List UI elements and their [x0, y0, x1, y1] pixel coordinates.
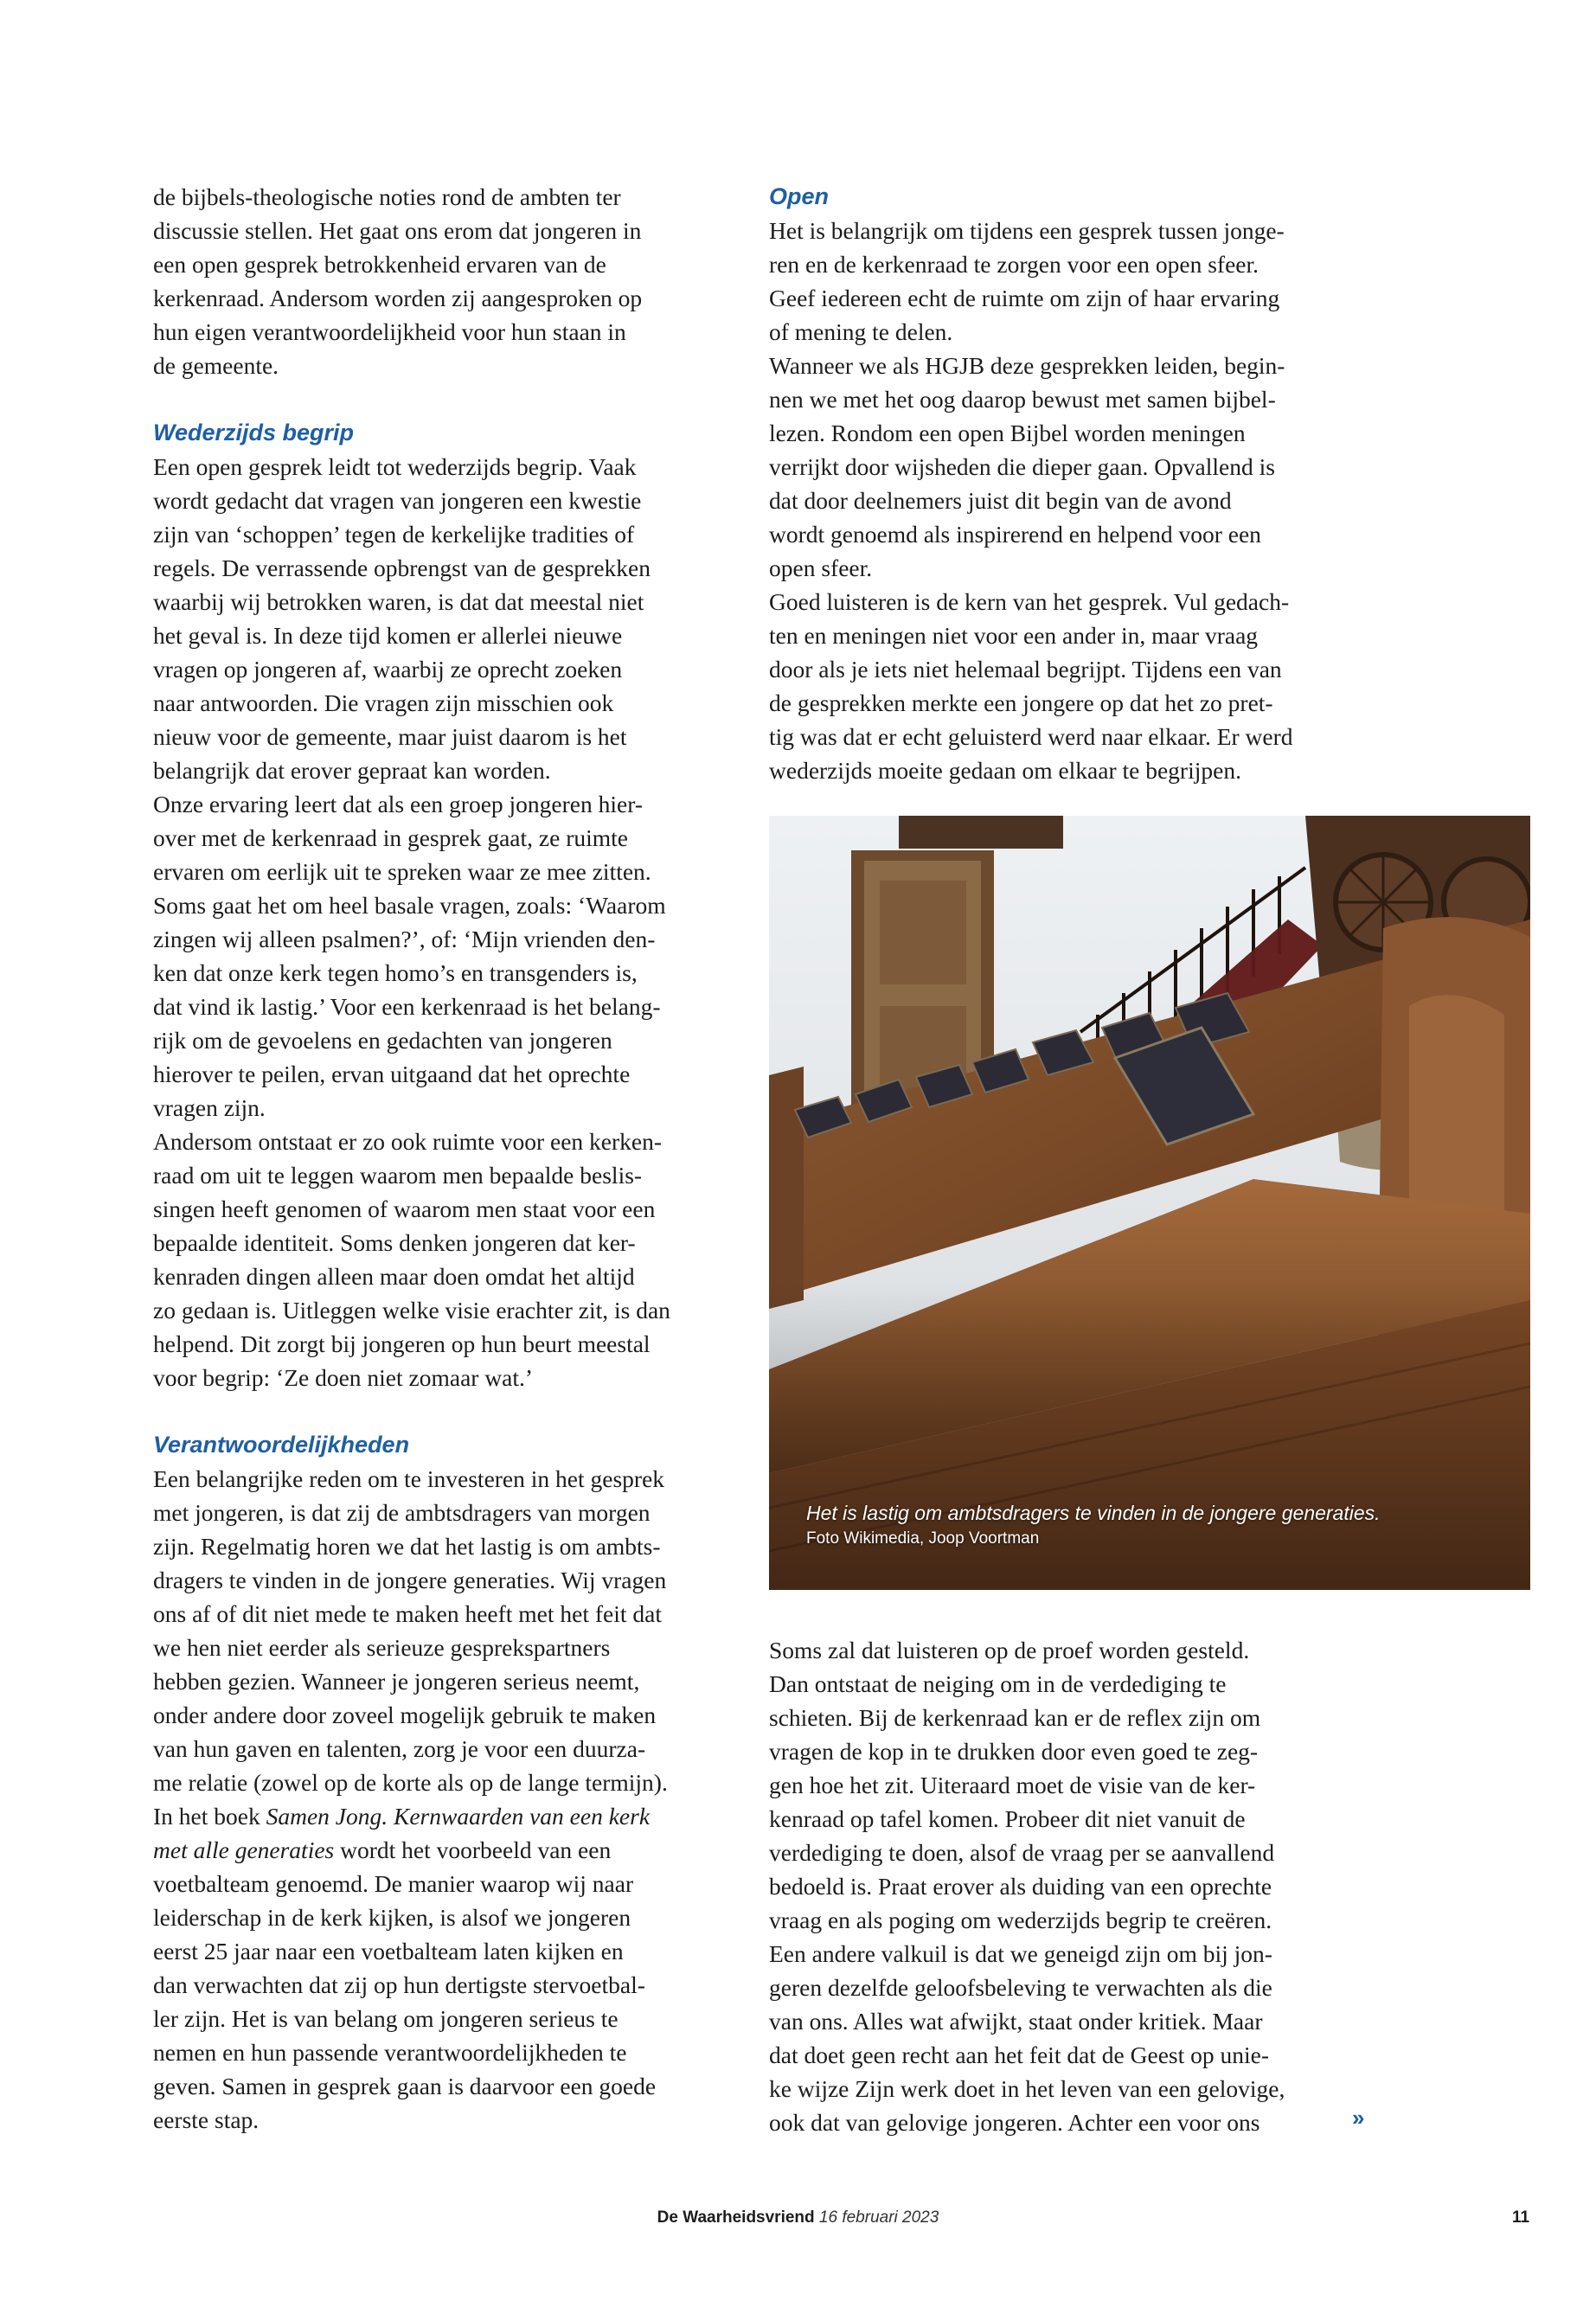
church-pews-photo	[769, 816, 1530, 1590]
right-column-continued	[769, 1633, 1347, 2139]
photo-credit: Foto Wikimedia, Joop Voortman	[806, 1529, 1040, 1548]
text-line: rijk om de gevoelens en gedachten van jongeren	[153, 1027, 612, 1054]
text-line: Goed luisteren is de kern van het gesprek. Vul gedach-	[769, 588, 1290, 615]
text-line: Het is belangrijk om tijdens een gesprek tussen jonge-	[769, 217, 1285, 244]
text-line: de gesprekken merkte een jongere op dat het zo pret-	[769, 689, 1273, 716]
text-line: regels. De verrassende opbrengst van de gesprekken	[153, 554, 651, 581]
photo-illustration	[769, 816, 1530, 1590]
text-line: door als je iets niet helemaal begrijpt. Tijdens een van	[769, 656, 1282, 683]
text-line: geren dezelfde geloofsbeleving te verwachten als die	[769, 1974, 1272, 2001]
text-line: helpend. Dit zorgt bij jongeren op hun beurt meestal	[153, 1330, 651, 1357]
paragraph	[769, 585, 1347, 787]
text-line: leiderschap in de kerk kijken, is alsof we jongeren	[153, 1904, 631, 1931]
text-line: dan verwachten dat zij op hun dertigste stervoetbal-	[153, 1971, 645, 1998]
text-line: waarbij wij betrokken waren, is dat dat meestal niet	[153, 588, 644, 615]
text-line: voetbalteam genoemd. De manier waarop wij naar	[153, 1870, 634, 1897]
text-line: Een open gesprek leidt tot wederzijds begrip. Vaak	[153, 453, 637, 480]
paragraph	[769, 1633, 1347, 2139]
text-line: zingen wij alleen psalmen?’, of: ‘Mijn vrienden den-	[153, 926, 656, 952]
text-line: kerkenraad. Andersom worden zij aangesproken op	[153, 285, 643, 311]
text-line: Soms gaat het om heel basale vragen, zoals: ‘Waarom	[153, 892, 666, 919]
text-line: ren en de kerkenraad te zorgen voor een open sfeer.	[769, 251, 1259, 278]
paragraph	[153, 450, 724, 787]
text-line: we hen niet eerder als serieuze gesprekspartners	[153, 1634, 611, 1661]
text-line: nemen en hun passende verantwoordelijkheden te	[153, 2039, 627, 2066]
text-line: zijn. Regelmatig horen we dat het lastig is om ambts-	[153, 1533, 661, 1560]
text-line: de bijbels-theologische noties rond de ambten ter	[153, 183, 621, 210]
right-column	[769, 180, 1347, 787]
text-line: lezen. Rondom een open Bijbel worden meningen	[769, 420, 1246, 446]
text-line: onder andere door zoveel mogelijk gebruik te maken	[153, 1702, 657, 1728]
continue-marker-icon: »	[1352, 2105, 1365, 2131]
text-line: verdediging te doen, alsof de vraag per se aanvallend	[769, 1839, 1275, 1866]
text-line: schieten. Bij de kerkenraad kan er de reflex zijn om	[769, 1704, 1261, 1731]
section-heading-verantwoordelijkheden: Verantwoordelijkheden	[153, 1432, 410, 1458]
text-line: bedoeld is. Praat erover als duiding van een oprechte	[769, 1873, 1272, 1900]
text-line-book-reference	[153, 1799, 724, 1833]
paragraph	[153, 787, 724, 1125]
text-line: ten en meningen niet voor een ander in, maar vraag	[769, 622, 1259, 649]
text-line: een open gesprek betrokkenheid ervaren van de	[153, 251, 606, 278]
paragraph	[153, 1462, 724, 2137]
text-line: singen heeft genomen of waarom men staat voor een	[153, 1195, 656, 1222]
text-line: wordt gedacht dat vragen van jongeren een kwestie	[153, 487, 642, 514]
text-line: zijn van ‘schoppen’ tegen de kerkelijke tradities of	[153, 521, 635, 548]
text-line: hebben gezien. Wanneer je jongeren serieus neemt,	[153, 1668, 640, 1695]
publication-date: 16 februari 2023	[818, 2208, 939, 2227]
text-line: vragen de kop in te drukken door even goed te zeg-	[769, 1738, 1259, 1765]
text-line-book-reference	[153, 1833, 724, 1867]
text-line: met jongeren, is dat zij de ambtsdragers van morgen	[153, 1499, 651, 1526]
text-line: nen we met het oog daarop bewust met samen bijbel-	[769, 386, 1276, 413]
text-line: Wanneer we als HGJB deze gesprekken leiden, begin-	[769, 352, 1285, 379]
intro-paragraph	[153, 180, 724, 382]
text-line: Soms zal dat luisteren op de proef worden gesteld.	[769, 1637, 1250, 1663]
text-line: ke wijze Zijn werk doet in het leven van een gelovige,	[769, 2075, 1285, 2102]
photo-caption	[806, 1499, 1516, 1551]
text-line: kenraad op tafel komen. Probeer dit niet vanuit de	[769, 1805, 1246, 1832]
text-line: kenraden dingen alleen maar doen omdat het altijd	[153, 1263, 635, 1290]
text-line: dat door deelnemers juist dit begin van de avond	[769, 487, 1232, 514]
text-line: eerst 25 jaar naar een voetbalteam laten kijken en	[153, 1938, 624, 1965]
text-line: me relatie (zowel op de korte als op de lange termijn).	[153, 1769, 668, 1796]
text-line: hierover te peilen, ervan uitgaand dat het oprechte	[153, 1061, 631, 1087]
paragraph	[153, 1125, 724, 1394]
text-line: nieuw voor de gemeente, maar juist daarom is het	[153, 723, 627, 750]
text-line: ken dat onze kerk tegen homo’s en transgenders is,	[153, 959, 638, 986]
text-line: ler zijn. Het is van belang om jongeren serieus te	[153, 2005, 619, 2032]
text-line: Andersom ontstaat er zo ook ruimte voor een kerken-	[153, 1128, 663, 1155]
section-heading-wederzijds-begrip: Wederzijds begrip	[153, 420, 355, 445]
page-number: 11	[1512, 2208, 1530, 2227]
text-line: Dan ontstaat de neiging om in de verdediging te	[769, 1670, 1227, 1697]
text-line: de gemeente.	[153, 352, 279, 379]
book-title: met alle generaties	[153, 1836, 335, 1863]
text-line: dragers te vinden in de jongere generaties. Wij vragen	[153, 1567, 667, 1593]
text-line: dat vind ik lastig.’ Voor een kerkenraad is het belang-	[153, 993, 661, 1020]
paragraph	[769, 349, 1347, 585]
text-line: Geef iedereen echt de ruimte om zijn of haar ervaring	[769, 285, 1280, 311]
text-line: dat doet geen recht aan het feit dat de Geest op unie-	[769, 2041, 1270, 2068]
text-line: over met de kerkenraad in gesprek gaat, ze ruimte	[153, 824, 628, 851]
text-line: raad om uit te leggen waarom men bepaalde beslis-	[153, 1162, 643, 1189]
text-line: bepaalde identiteit. Soms denken jongeren dat ker-	[153, 1229, 636, 1256]
text-line: Een belangrijke reden om te investeren in het gesprek	[153, 1465, 665, 1492]
text-line: geven. Samen in gesprek gaan is daarvoor een goede	[153, 2073, 657, 2099]
text-line: of mening te delen.	[769, 318, 953, 345]
footer-publication-line	[0, 2208, 1596, 2227]
text-line: belangrijk dat erover gepraat kan worden.	[153, 757, 551, 784]
left-column	[153, 180, 724, 2137]
caption-text: Het is lastig om ambtsdragers te vinden in de jongere generaties.	[806, 1502, 1381, 1524]
book-suffix: wordt het voorbeeld van een	[334, 1836, 612, 1863]
text-line: van ons. Alles wat afwijkt, staat onder kritiek. Maar	[769, 2008, 1263, 2035]
paragraph	[769, 214, 1347, 349]
text-line: zo gedaan is. Uitleggen welke visie erachter zit, is dan	[153, 1297, 670, 1324]
text-line: verrijkt door wijsheden die dieper gaan. Opvallend is	[769, 453, 1275, 480]
text-line: vraag en als poging om wederzijds begrip te creëren.	[769, 1907, 1272, 1933]
text-line: het geval is. In deze tijd komen er allerlei nieuwe	[153, 622, 623, 649]
book-title: Samen Jong. Kernwaarden van een kerk	[266, 1803, 651, 1830]
text-line: gen hoe het zit. Uiteraard moet de visie van de ker-	[769, 1772, 1256, 1798]
text-line: Onze ervaring leert dat als een groep jongeren hier-	[153, 791, 643, 817]
publication-name: De Waarheidsvriend	[657, 2208, 815, 2227]
book-prefix: In het boek	[153, 1803, 266, 1830]
text-line: discussie stellen. Het gaat ons erom dat jongeren in	[153, 217, 642, 244]
text-line: Een andere valkuil is dat we geneigd zijn om bij jon-	[769, 1940, 1272, 1967]
text-line: vragen zijn.	[153, 1094, 266, 1121]
text-line: ons af of dit niet mede te maken heeft met het feit dat	[153, 1600, 662, 1627]
text-line: wederzijds moeite gedaan om elkaar te begrijpen.	[769, 757, 1241, 784]
text-line: ervaren om eerlijk uit te spreken waar ze mee zitten.	[153, 858, 651, 885]
text-line: hun eigen verantwoordelijkheid voor hun staan in	[153, 318, 626, 345]
text-line: naar antwoorden. Die vragen zijn misschien ook	[153, 689, 614, 716]
text-line: wordt genoemd als inspirerend en helpend voor een	[769, 521, 1261, 548]
text-line: voor begrip: ‘Ze doen niet zomaar wat.’	[153, 1364, 534, 1391]
text-line: vragen op jongeren af, waarbij ze oprecht zoeken	[153, 656, 623, 683]
text-line: open sfeer.	[769, 554, 873, 581]
text-line: ook dat van gelovige jongeren. Achter een voor ons	[769, 2109, 1260, 2136]
text-line: van hun gaven en talenten, zorg je voor een duurza-	[153, 1735, 646, 1762]
section-heading-open: Open	[769, 183, 830, 209]
text-line: tig was dat er echt geluisterd werd naar elkaar. Er werd	[769, 723, 1293, 750]
text-line: eerste stap.	[153, 2106, 260, 2133]
